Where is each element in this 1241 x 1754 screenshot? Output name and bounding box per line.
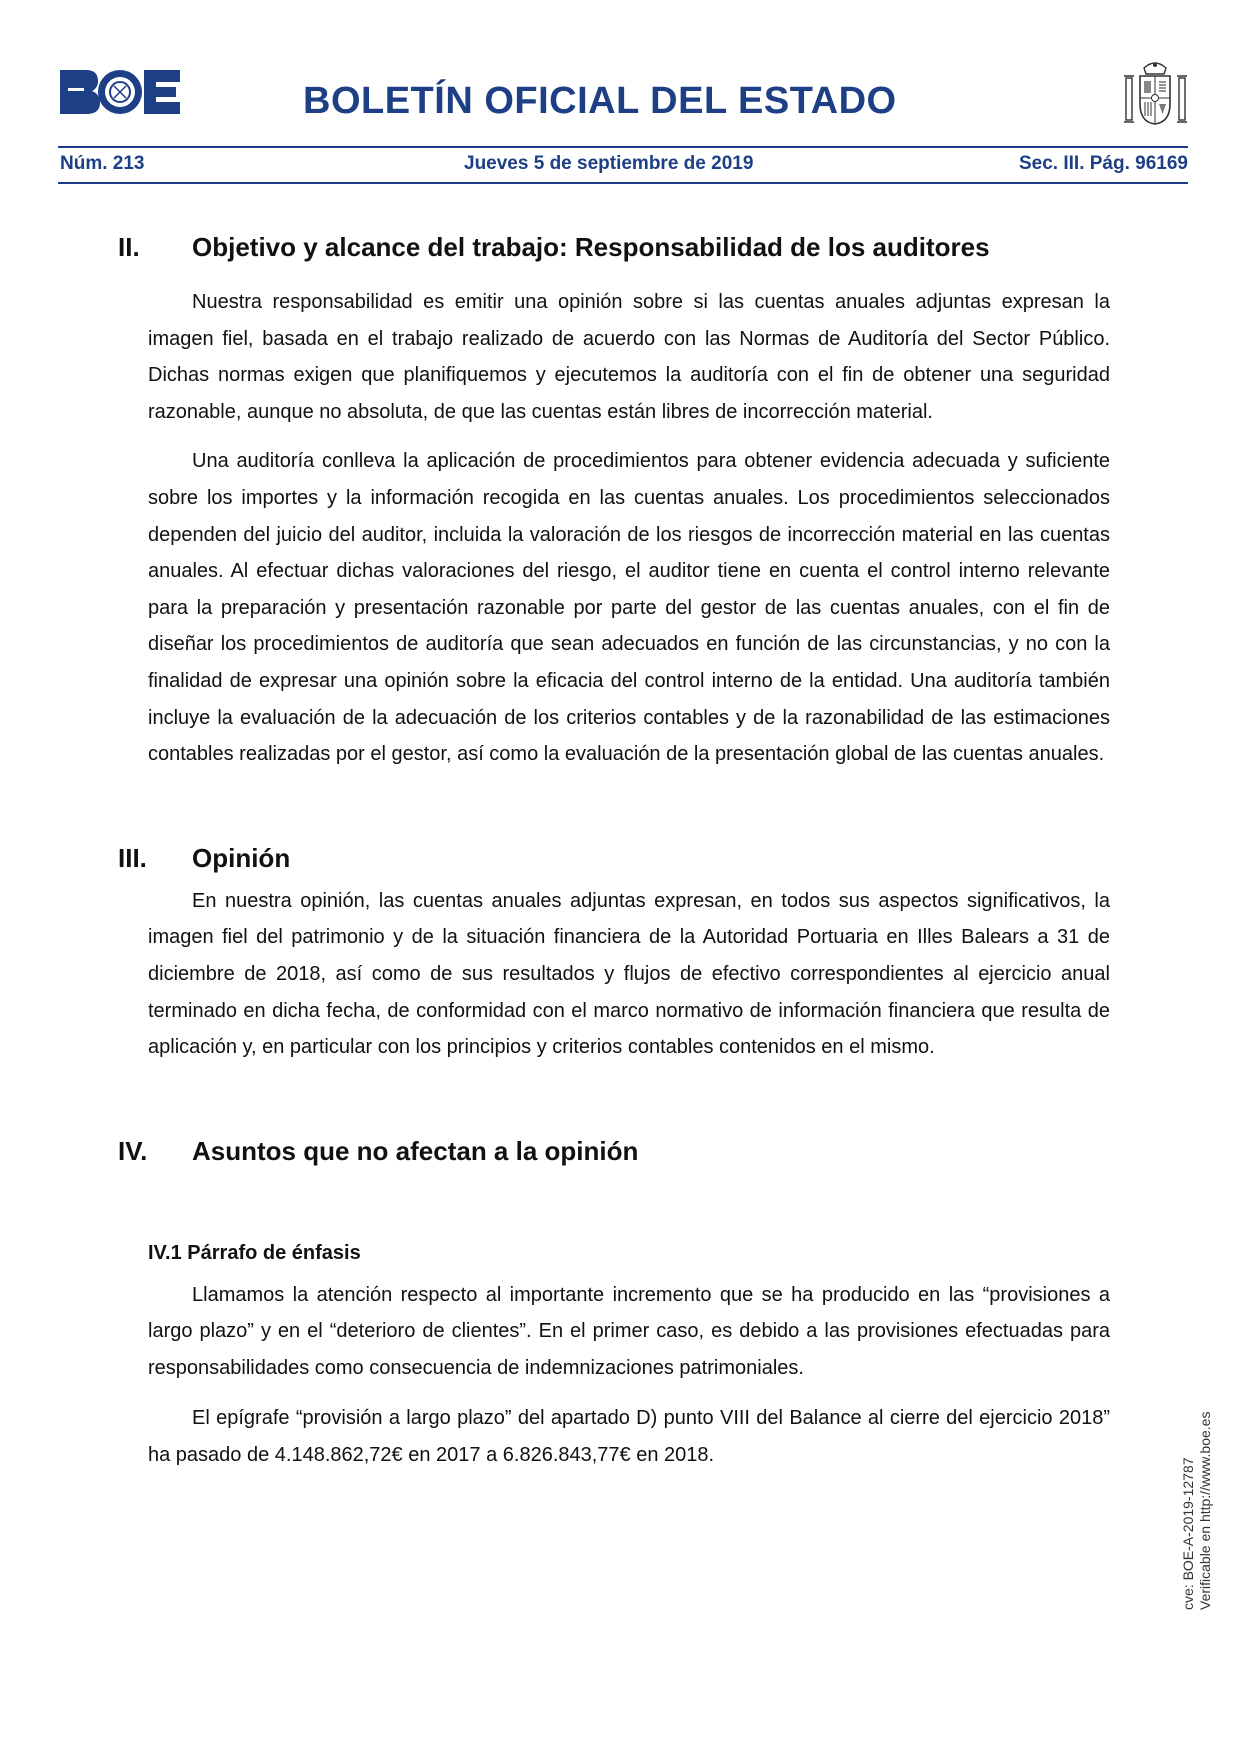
publication-title: BOLETÍN OFICIAL DEL ESTADO — [303, 80, 897, 122]
verification-link[interactable]: Verificable en http://www.boe.es — [1197, 1411, 1213, 1610]
section-number: II. — [118, 232, 140, 262]
document-body — [118, 232, 1110, 1474]
boe-logo-icon — [58, 68, 183, 116]
section-title: Asuntos que no afectan a la opinión — [192, 1135, 639, 1166]
section-heading-2 — [118, 232, 1110, 268]
issue-date: Jueves 5 de septiembre de 2019 — [464, 153, 754, 174]
subsection-heading: IV.1 Párrafo de énfasis — [148, 1241, 361, 1264]
paragraph: El epígrafe “provisión a largo plazo” del apartado D) punto VIII del Balance al cierre del ejercicio 2018” ha pasado de 4.148.862,72€ en 2017 a 6.826.843,77€ en 2018. — [148, 1407, 1110, 1467]
cve-code: cve: BOE-A-2019-12787 — [1180, 1457, 1196, 1610]
paragraph: Una auditoría conlleva la aplicación de procedimientos para obtener evidencia adecuada y suficiente sobre los importes y la información recogida en las cuentas anuales. Los procedimientos seleccionados dependen del juicio del auditor, incluida la valoración de los riesgos de incorrección material en las cuentas anuales. Al efectuar dichas valoraciones del riesgo, el auditor tiene en cuenta el control interno relevante para la preparación y presentación razonable por parte del gestor de las cuentas anuales, con el fin de diseñar los procedimientos de auditoría que sean adecuados en función de las circunstancias, y no con la finalidad de expresar una opinión sobre la eficacia del control interno de la entidad. Una auditoría también incluye la evaluación de la adecuación de los criterios contables y de la razonabilidad de las estimaciones contables realizadas por el gestor, así como la evaluación de la presentación global de las cuentas anuales. — [148, 450, 1110, 766]
paragraph: En nuestra opinión, las cuentas anuales adjuntas expresan, en todos sus aspectos significativos, la imagen fiel del patrimonio y de la situación financiera de la Autoridad Portuaria en Illes Balears a 31 de diciembre de 2018, así como de sus resultados y flujos de efectivo correspondientes al ejercicio anual terminado en dicha fecha, de conformidad con el marco normativo de información financiera que resulta de aplicación y, en particular con los principios y criterios contables contenidos en el mismo. — [148, 889, 1110, 1059]
masthead — [58, 60, 1188, 130]
section-page: Sec. III. Pág. 96169 — [1019, 153, 1188, 174]
verification-sidebar — [1180, 1412, 1214, 1610]
section-title: Objetivo y alcance del trabajo: Responsabilidad de los auditores — [192, 232, 990, 262]
coat-of-arms-icon — [1118, 60, 1193, 128]
section-number: III. — [118, 842, 147, 873]
section-heading-3 — [118, 842, 1110, 879]
section-title: Opinión — [192, 842, 291, 873]
paragraph: Llamamos la atención respecto al importante incremento que se ha producido en las “provisiones a largo plazo” y en el “deterioro de clientes”. En el primer caso, es debido a las provisiones efectuadas para responsabilidades como consecuencia de indemnizaciones patrimoniales. — [148, 1283, 1110, 1379]
issue-number: Núm. 213 — [60, 153, 145, 174]
section-heading-4 — [118, 1135, 1110, 1172]
issue-bar — [58, 146, 1188, 184]
section-number: IV. — [118, 1135, 148, 1166]
paragraph: Nuestra responsabilidad es emitir una opinión sobre si las cuentas anuales adjuntas expresan la imagen fiel, basada en el trabajo realizado de acuerdo con las Normas de Auditoría del Sector Público. Dichas normas exigen que planifiquemos y ejecutemos la auditoría con el fin de obtener una seguridad razonable, aunque no absoluta, de que las cuentas están libres de incorrección material. — [148, 291, 1110, 423]
